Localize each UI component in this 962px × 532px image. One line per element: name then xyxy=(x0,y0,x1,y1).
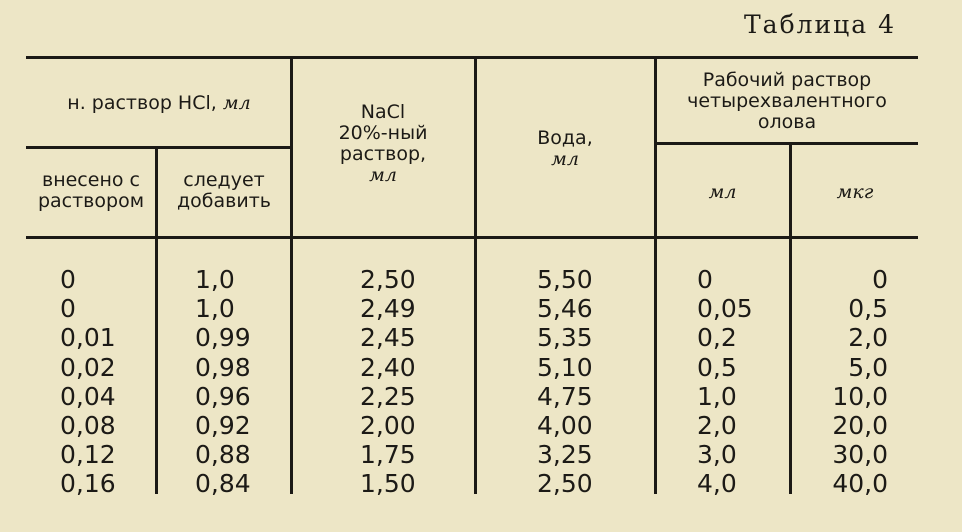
cell-added-7: 0,12 xyxy=(60,440,116,470)
column-to-add xyxy=(195,265,285,499)
cell-to-add-3: 0,99 xyxy=(195,323,251,353)
column-tin-ml xyxy=(697,265,787,499)
cell-added-2: 0 xyxy=(60,294,76,324)
cell-tin-ml-5: 1,0 xyxy=(697,381,737,411)
header-tin-mcg-unit: мкг xyxy=(836,181,874,203)
cell-to-add-4: 0,98 xyxy=(195,352,251,382)
cell-tin-mcg-6: 20,0 xyxy=(832,411,888,441)
cell-nacl-6: 2,00 xyxy=(360,411,416,441)
cell-nacl-7: 1,75 xyxy=(360,440,416,470)
header-added-line-1: внесено с xyxy=(42,169,140,191)
cell-added-5: 0,04 xyxy=(60,381,116,411)
column-added xyxy=(60,265,150,499)
header-nacl-unit: мл xyxy=(369,164,397,186)
cell-nacl-8: 1,50 xyxy=(360,469,416,499)
column-water xyxy=(537,265,637,499)
header-water xyxy=(477,128,653,170)
header-tin-ml xyxy=(657,182,788,203)
cell-added-8: 0,16 xyxy=(60,469,116,499)
column-tin-mcg xyxy=(800,265,888,499)
cell-to-add-8: 0,84 xyxy=(195,469,251,499)
cell-added-4: 0,02 xyxy=(60,352,116,382)
cell-tin-mcg-2: 0,5 xyxy=(848,294,888,324)
header-nacl-line-3: раствор, xyxy=(339,143,427,165)
column-nacl xyxy=(360,265,460,499)
cell-tin-mcg-1: 0 xyxy=(872,265,888,294)
cell-tin-ml-1: 0 xyxy=(697,265,713,294)
cell-tin-ml-2: 0,05 xyxy=(697,294,753,324)
cell-tin-ml-6: 2,0 xyxy=(697,411,737,441)
cell-nacl-1: 2,50 xyxy=(360,265,416,294)
cell-tin-mcg-8: 40,0 xyxy=(832,469,888,499)
cell-tin-mcg-5: 10,0 xyxy=(832,381,888,411)
cell-nacl-5: 2,25 xyxy=(360,381,416,411)
vrule-3 xyxy=(474,58,477,494)
cell-water-8: 2,50 xyxy=(537,469,593,499)
cell-water-7: 3,25 xyxy=(537,440,593,470)
header-hcl-label: н. раствор HCl, xyxy=(67,92,217,114)
cell-to-add-2: 1,0 xyxy=(195,294,235,324)
cell-to-add-5: 0,96 xyxy=(195,381,251,411)
cell-water-4: 5,10 xyxy=(537,352,593,382)
header-nacl xyxy=(293,102,473,186)
cell-nacl-4: 2,40 xyxy=(360,352,416,382)
cell-tin-ml-4: 0,5 xyxy=(697,352,737,382)
header-to-add-line-1: следует xyxy=(183,169,265,191)
header-hcl-unit: мл xyxy=(222,92,251,114)
header-tin-ml-unit: мл xyxy=(708,181,737,203)
header-hcl-group xyxy=(30,93,288,114)
cell-added-3: 0,01 xyxy=(60,323,116,353)
cell-nacl-3: 2,45 xyxy=(360,323,416,353)
header-nacl-line-2: 20%-ный xyxy=(338,122,428,144)
cell-tin-ml-3: 0,2 xyxy=(697,323,737,353)
cell-tin-ml-8: 4,0 xyxy=(697,469,737,499)
header-added-line-2: раствором xyxy=(37,190,145,212)
table-caption: Таблица 4 xyxy=(743,10,896,39)
cell-water-3: 5,35 xyxy=(537,323,593,353)
cell-nacl-2: 2,49 xyxy=(360,294,416,324)
cell-to-add-6: 0,92 xyxy=(195,411,251,441)
cell-water-6: 4,00 xyxy=(537,411,593,441)
cell-tin-mcg-3: 2,0 xyxy=(848,323,888,353)
header-tin-line-1: Рабочий раствор xyxy=(702,69,872,91)
header-water-label: Вода, xyxy=(537,127,593,149)
cell-added-1: 0 xyxy=(60,265,76,294)
header-water-unit: мл xyxy=(551,148,579,170)
header-tin-group xyxy=(657,70,917,133)
header-to-add xyxy=(158,170,290,212)
header-bottom-rule xyxy=(26,236,918,239)
hcl-subheader-rule xyxy=(26,146,290,149)
header-tin-line-3: олова xyxy=(757,111,817,133)
tin-subheader-rule xyxy=(656,142,918,145)
top-rule xyxy=(26,56,918,59)
header-nacl-line-1: NaCl xyxy=(360,101,406,123)
cell-to-add-7: 0,88 xyxy=(195,440,251,470)
cell-tin-ml-7: 3,0 xyxy=(697,440,737,470)
cell-to-add-1: 1,0 xyxy=(195,265,235,294)
header-to-add-line-2: добавить xyxy=(177,190,271,212)
cell-water-1: 5,50 xyxy=(537,265,593,294)
cell-tin-mcg-4: 5,0 xyxy=(848,352,888,382)
header-tin-mcg xyxy=(792,182,918,203)
header-tin-line-2: четырехвалентного xyxy=(687,90,887,112)
cell-water-2: 5,46 xyxy=(537,294,593,324)
cell-tin-mcg-7: 30,0 xyxy=(832,440,888,470)
cell-added-6: 0,08 xyxy=(60,411,116,441)
header-added xyxy=(28,170,154,212)
cell-water-5: 4,75 xyxy=(537,381,593,411)
